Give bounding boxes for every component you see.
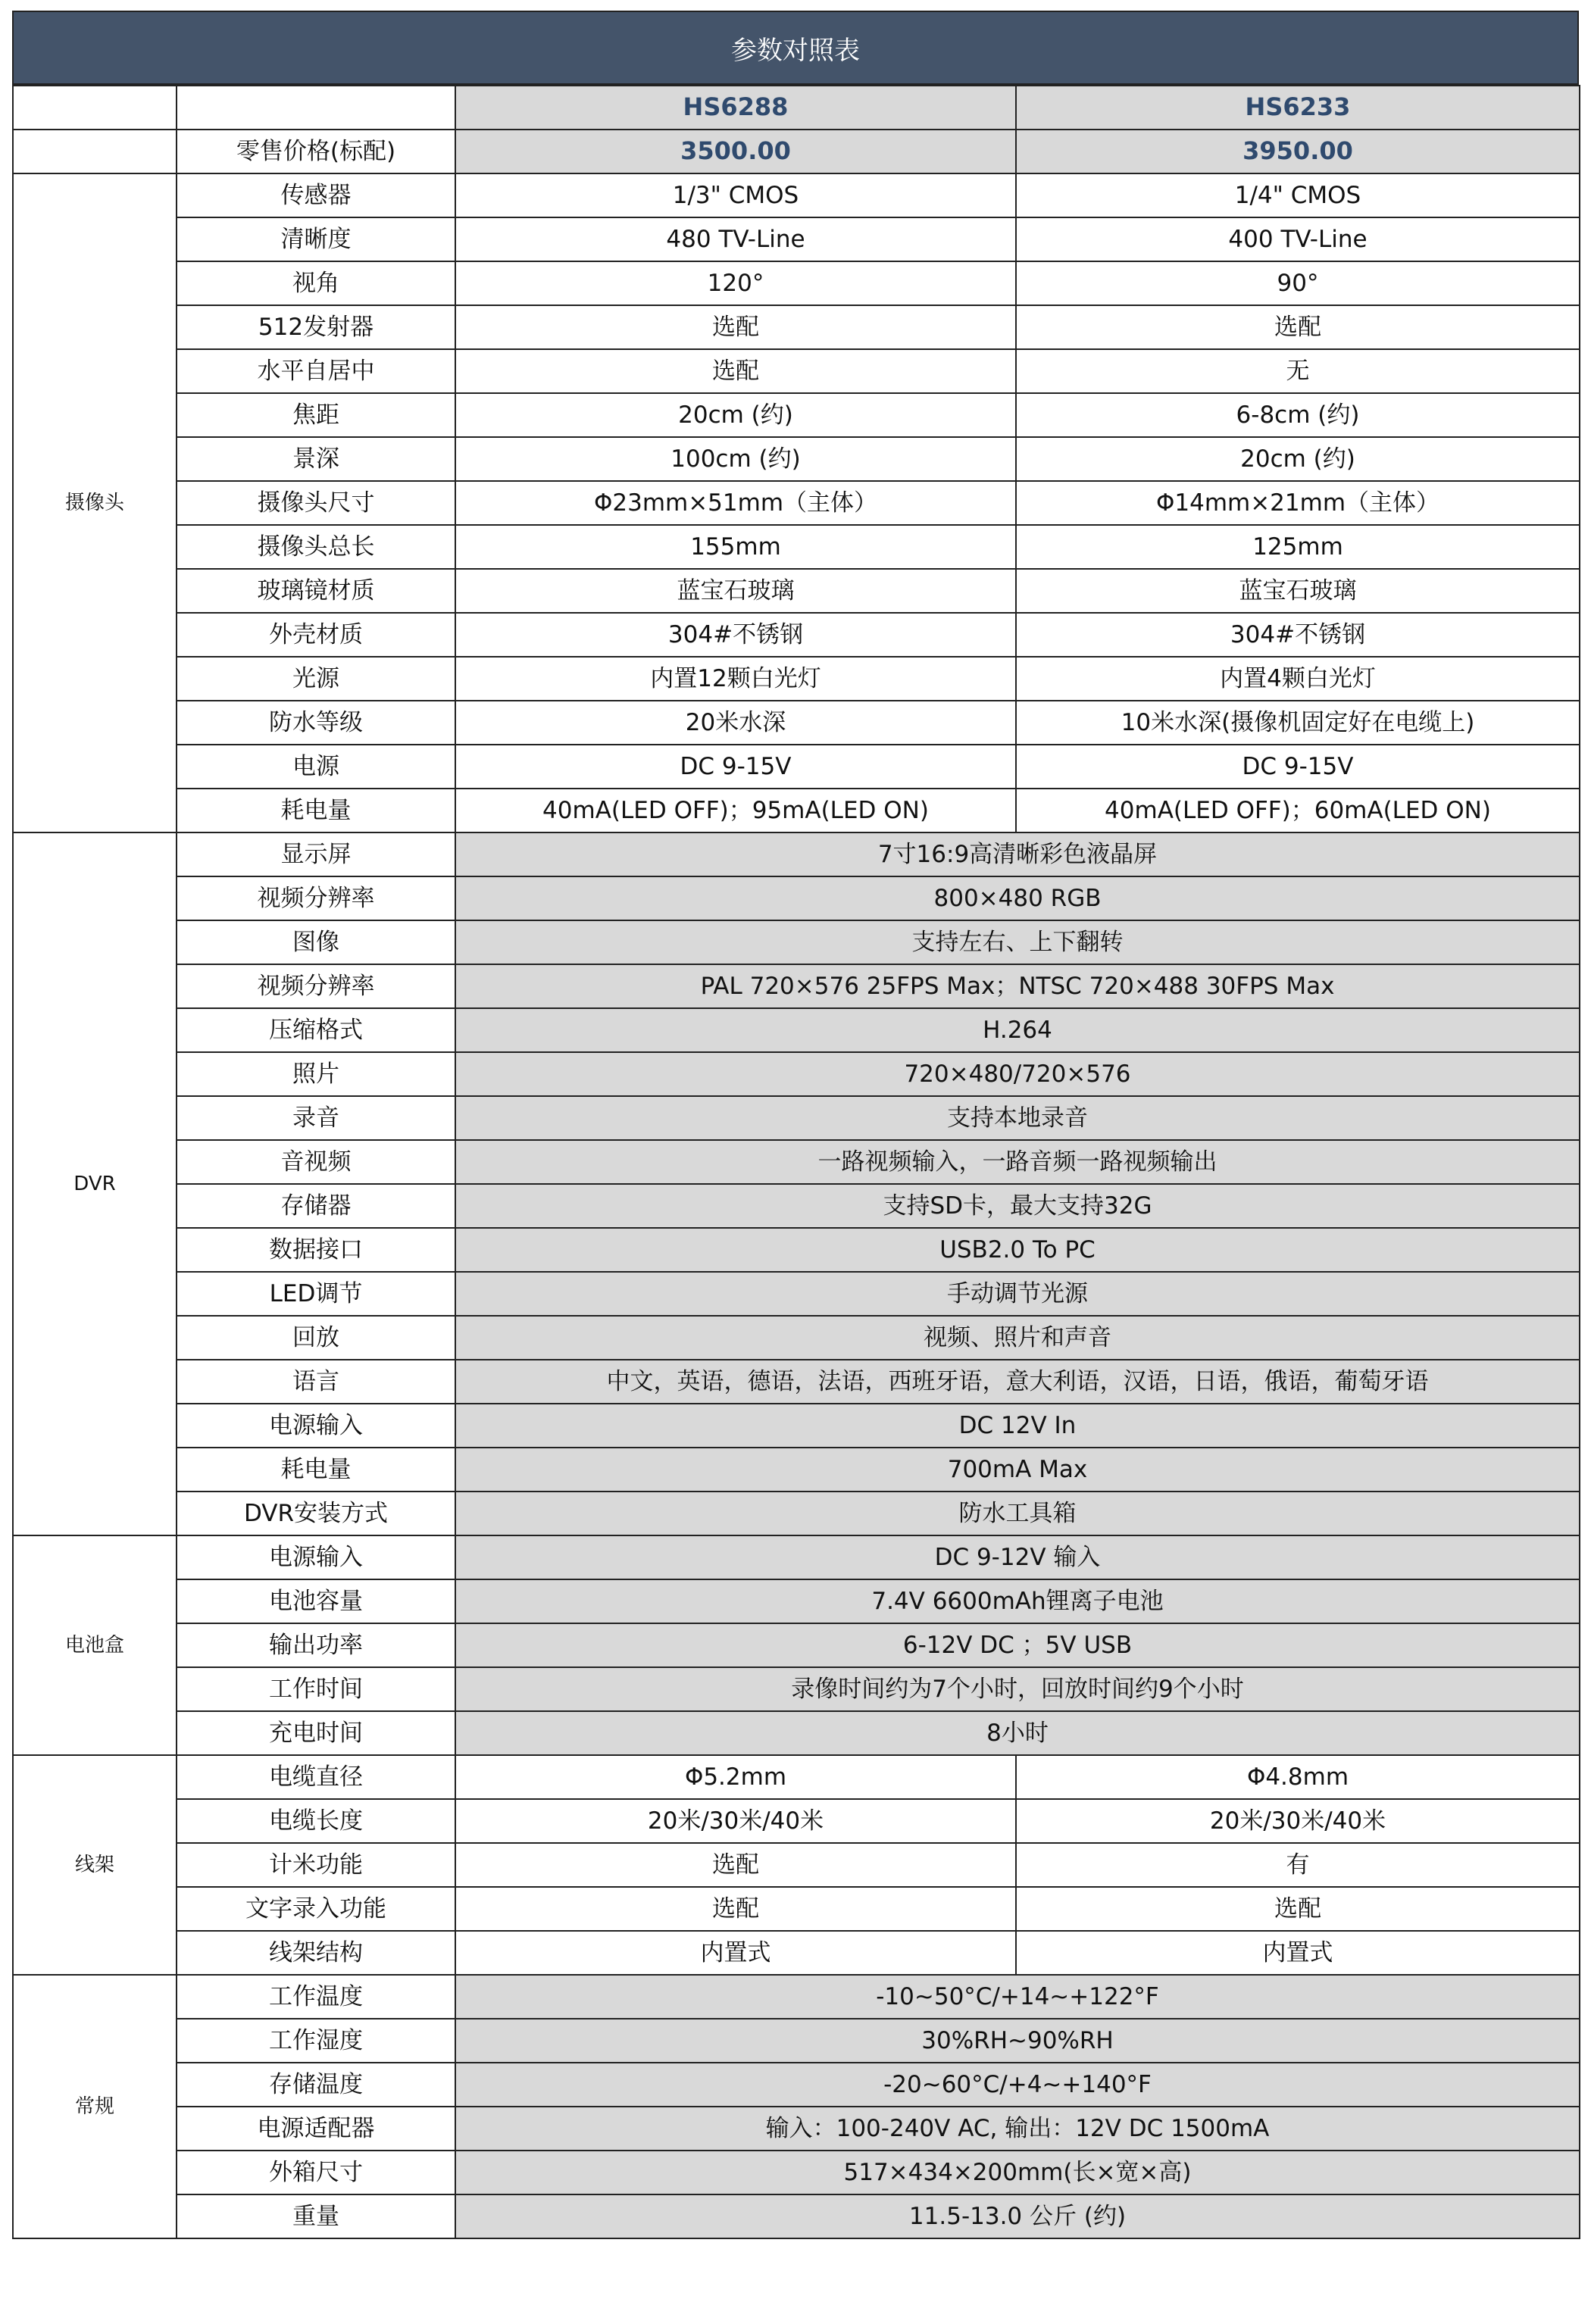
spec-label: 语言 [177, 1360, 455, 1404]
spec-value-shared: 支持本地录音 [455, 1096, 1580, 1140]
spec-label: 外壳材质 [177, 613, 455, 657]
spec-value-shared: 11.5-13.0 公斤 (约) [455, 2194, 1580, 2238]
spec-label: 焦距 [177, 393, 455, 437]
price-label: 零售价格(标配) [177, 130, 455, 173]
spec-value-hs6233: 6-8cm (约) [1016, 393, 1580, 437]
spec-value-hs6288: 选配 [455, 1843, 1016, 1887]
spec-value-shared: 8小时 [455, 1711, 1580, 1755]
spec-value-shared: 输入：100-240V AC, 输出：12V DC 1500mA [455, 2107, 1580, 2151]
spec-value-shared: USB2.0 To PC [455, 1228, 1580, 1272]
spec-value-hs6233: Φ14mm×21mm（主体） [1016, 481, 1580, 525]
spec-value-hs6288: Φ23mm×51mm（主体） [455, 481, 1016, 525]
spec-label: 电源 [177, 745, 455, 789]
spec-row [13, 2019, 1580, 2063]
spec-value-hs6288: 120° [455, 261, 1016, 305]
spec-label: 景深 [177, 437, 455, 481]
spec-label: 回放 [177, 1316, 455, 1360]
spec-row [13, 173, 1580, 217]
spec-row [13, 349, 1580, 393]
spec-row [13, 964, 1580, 1008]
spec-label: 电源输入 [177, 1535, 455, 1579]
spec-label: 工作时间 [177, 1667, 455, 1711]
spec-label: 录音 [177, 1096, 455, 1140]
spec-row [13, 1096, 1580, 1140]
spec-label: 充电时间 [177, 1711, 455, 1755]
spec-value-hs6288: 480 TV-Line [455, 217, 1016, 261]
category-label: 线架 [13, 1755, 177, 1975]
spec-row [13, 1404, 1580, 1448]
spec-value-shared: 720×480/720×576 [455, 1052, 1580, 1096]
spec-row [13, 1975, 1580, 2019]
spec-row [13, 1887, 1580, 1931]
spec-value-shared: 支持SD卡，最大支持32G [455, 1184, 1580, 1228]
spec-value-shared: 录像时间约为7个小时，回放时间约9个小时 [455, 1667, 1580, 1711]
spec-value-shared: 517×434×200mm(长×宽×高) [455, 2151, 1580, 2194]
blank-cell [13, 130, 177, 173]
spec-label: 视角 [177, 261, 455, 305]
spec-value-shared: 视频、照片和声音 [455, 1316, 1580, 1360]
spec-label: 电缆长度 [177, 1799, 455, 1843]
spec-value-hs6233: 125mm [1016, 525, 1580, 569]
spec-value-hs6288: 选配 [455, 305, 1016, 349]
spec-row [13, 789, 1580, 832]
spec-value-hs6233: 40mA(LED OFF)；60mA(LED ON) [1016, 789, 1580, 832]
model-header-row [13, 86, 1580, 130]
spec-value-hs6288: 蓝宝石玻璃 [455, 569, 1016, 613]
spec-row [13, 261, 1580, 305]
spec-row [13, 1140, 1580, 1184]
spec-label: 电源适配器 [177, 2107, 455, 2151]
spec-row [13, 1711, 1580, 1755]
spec-row [13, 2107, 1580, 2151]
spec-value-hs6233: 20米/30米/40米 [1016, 1799, 1580, 1843]
spec-row [13, 1184, 1580, 1228]
spec-row [13, 2151, 1580, 2194]
spec-value-hs6288: 内置12颗白光灯 [455, 657, 1016, 701]
spec-sheet [12, 11, 1579, 2239]
spec-row [13, 1931, 1580, 1975]
spec-row [13, 1843, 1580, 1887]
spec-row [13, 1755, 1580, 1799]
spec-label: 耗电量 [177, 789, 455, 832]
spec-row [13, 525, 1580, 569]
spec-value-shared: PAL 720×576 25FPS Max；NTSC 720×488 30FPS Max [455, 964, 1580, 1008]
spec-value-hs6233: DC 9-15V [1016, 745, 1580, 789]
spec-row [13, 481, 1580, 525]
spec-value-shared: -10~50°C/+14~+122°F [455, 1975, 1580, 2019]
spec-value-hs6233: 选配 [1016, 1887, 1580, 1931]
spec-row [13, 393, 1580, 437]
spec-value-hs6233: 内置4颗白光灯 [1016, 657, 1580, 701]
category-label: DVR [13, 832, 177, 1535]
spec-value-hs6288: 选配 [455, 349, 1016, 393]
table-title: 参数对照表 [12, 11, 1579, 85]
spec-label: 工作温度 [177, 1975, 455, 2019]
spec-label: 存储温度 [177, 2063, 455, 2107]
spec-row [13, 1623, 1580, 1667]
spec-row [13, 745, 1580, 789]
blank-cell [13, 86, 177, 130]
spec-row [13, 569, 1580, 613]
spec-label: 视频分辨率 [177, 876, 455, 920]
spec-value-hs6288: 1/3" CMOS [455, 173, 1016, 217]
category-label: 摄像头 [13, 173, 177, 832]
spec-row [13, 1316, 1580, 1360]
category-label: 电池盒 [13, 1535, 177, 1755]
spec-value-shared: 防水工具箱 [455, 1492, 1580, 1535]
spec-table-body [13, 86, 1580, 2238]
spec-value-shared: DC 9-12V 输入 [455, 1535, 1580, 1579]
spec-row [13, 1008, 1580, 1052]
spec-value-hs6288: 20米水深 [455, 701, 1016, 745]
spec-row [13, 217, 1580, 261]
spec-row [13, 1492, 1580, 1535]
spec-value-hs6233: 10米水深(摄像机固定好在电缆上) [1016, 701, 1580, 745]
spec-label: 文字录入功能 [177, 1887, 455, 1931]
spec-value-hs6233: 20cm (约) [1016, 437, 1580, 481]
spec-row [13, 876, 1580, 920]
spec-value-shared: 700mA Max [455, 1448, 1580, 1492]
spec-label: 数据接口 [177, 1228, 455, 1272]
spec-label: 照片 [177, 1052, 455, 1096]
spec-value-shared: 7.4V 6600mAh锂离子电池 [455, 1579, 1580, 1623]
spec-row [13, 1799, 1580, 1843]
spec-value-shared: H.264 [455, 1008, 1580, 1052]
spec-value-hs6233: 蓝宝石玻璃 [1016, 569, 1580, 613]
price-value-hs6288: 3500.00 [455, 130, 1016, 173]
spec-value-shared: 7寸16:9高清晰彩色液晶屏 [455, 832, 1580, 876]
spec-value-shared: 中文，英语，德语，法语，西班牙语，意大利语，汉语，日语，俄语，葡萄牙语 [455, 1360, 1580, 1404]
spec-row [13, 1272, 1580, 1316]
spec-label: 512发射器 [177, 305, 455, 349]
spec-label: 压缩格式 [177, 1008, 455, 1052]
spec-value-hs6288: 100cm (约) [455, 437, 1016, 481]
spec-label: 重量 [177, 2194, 455, 2238]
spec-label: 输出功率 [177, 1623, 455, 1667]
spec-label: 耗电量 [177, 1448, 455, 1492]
spec-row [13, 613, 1580, 657]
spec-value-hs6233: 有 [1016, 1843, 1580, 1887]
spec-label: 光源 [177, 657, 455, 701]
spec-row [13, 1579, 1580, 1623]
spec-label: DVR安装方式 [177, 1492, 455, 1535]
category-label: 常规 [13, 1975, 177, 2238]
spec-label: 电池容量 [177, 1579, 455, 1623]
spec-row [13, 2063, 1580, 2107]
spec-value-hs6288: 内置式 [455, 1931, 1016, 1975]
spec-value-shared: DC 12V In [455, 1404, 1580, 1448]
spec-label: 电源输入 [177, 1404, 455, 1448]
spec-label: 电缆直径 [177, 1755, 455, 1799]
spec-label: 摄像头尺寸 [177, 481, 455, 525]
spec-label: 工作湿度 [177, 2019, 455, 2063]
spec-value-hs6288: 选配 [455, 1887, 1016, 1931]
spec-value-hs6233: 1/4" CMOS [1016, 173, 1580, 217]
spec-value-hs6233: Φ4.8mm [1016, 1755, 1580, 1799]
spec-row [13, 1052, 1580, 1096]
spec-label: 显示屏 [177, 832, 455, 876]
spec-row [13, 657, 1580, 701]
model-name-hs6288: HS6288 [455, 86, 1016, 130]
spec-row [13, 2194, 1580, 2238]
spec-row [13, 920, 1580, 964]
spec-row [13, 437, 1580, 481]
price-row [13, 130, 1580, 173]
spec-value-shared: -20~60°C/+4~+140°F [455, 2063, 1580, 2107]
spec-value-hs6288: 20米/30米/40米 [455, 1799, 1016, 1843]
spec-value-hs6233: 无 [1016, 349, 1580, 393]
spec-label: 清晰度 [177, 217, 455, 261]
spec-row [13, 832, 1580, 876]
spec-value-hs6288: 20cm (约) [455, 393, 1016, 437]
spec-value-hs6288: 40mA(LED OFF)；95mA(LED ON) [455, 789, 1016, 832]
spec-row [13, 1667, 1580, 1711]
spec-row [13, 1448, 1580, 1492]
spec-table [12, 85, 1580, 2239]
spec-label: LED调节 [177, 1272, 455, 1316]
spec-label: 传感器 [177, 173, 455, 217]
spec-label: 玻璃镜材质 [177, 569, 455, 613]
spec-label: 存储器 [177, 1184, 455, 1228]
spec-row [13, 1228, 1580, 1272]
spec-row [13, 305, 1580, 349]
spec-label: 水平自居中 [177, 349, 455, 393]
spec-value-hs6288: 155mm [455, 525, 1016, 569]
spec-label: 防水等级 [177, 701, 455, 745]
spec-value-shared: 手动调节光源 [455, 1272, 1580, 1316]
spec-value-shared: 支持左右、上下翻转 [455, 920, 1580, 964]
price-value-hs6233: 3950.00 [1016, 130, 1580, 173]
spec-row [13, 701, 1580, 745]
blank-cell [177, 86, 455, 130]
spec-value-shared: 6-12V DC ；5V USB [455, 1623, 1580, 1667]
spec-label: 线架结构 [177, 1931, 455, 1975]
spec-row [13, 1360, 1580, 1404]
spec-label: 计米功能 [177, 1843, 455, 1887]
spec-value-hs6288: 304#不锈钢 [455, 613, 1016, 657]
spec-value-shared: 一路视频输入，一路音频一路视频输出 [455, 1140, 1580, 1184]
spec-value-shared: 800×480 RGB [455, 876, 1580, 920]
spec-value-hs6233: 90° [1016, 261, 1580, 305]
spec-value-hs6233: 304#不锈钢 [1016, 613, 1580, 657]
spec-value-hs6233: 400 TV-Line [1016, 217, 1580, 261]
spec-value-shared: 30%RH~90%RH [455, 2019, 1580, 2063]
spec-value-hs6288: DC 9-15V [455, 745, 1016, 789]
spec-label: 图像 [177, 920, 455, 964]
spec-label: 音视频 [177, 1140, 455, 1184]
spec-label: 外箱尺寸 [177, 2151, 455, 2194]
spec-label: 视频分辨率 [177, 964, 455, 1008]
spec-value-hs6233: 内置式 [1016, 1931, 1580, 1975]
spec-row [13, 1535, 1580, 1579]
spec-label: 摄像头总长 [177, 525, 455, 569]
spec-value-hs6233: 选配 [1016, 305, 1580, 349]
model-name-hs6233: HS6233 [1016, 86, 1580, 130]
spec-value-hs6288: Φ5.2mm [455, 1755, 1016, 1799]
